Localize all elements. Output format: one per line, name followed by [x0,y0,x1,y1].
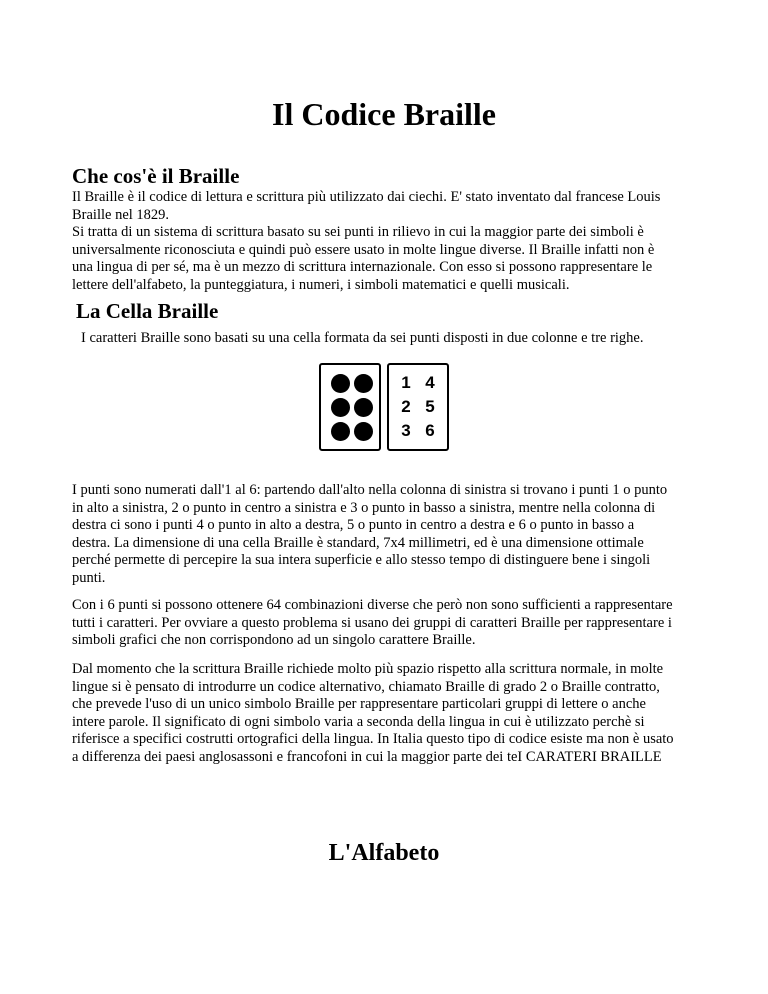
braille-numbers-box [387,363,449,451]
text-line: in alto a sinistra, 2 o punto in centro a sinistra e 3 o punto in basso a sinistra, mentre nella colonna di [72,499,656,516]
heading-che-cos-e: Che cos'è il Braille [72,164,240,188]
text-line: Con i 6 punti si possono ottenere 64 combinazioni diverse che però non sono sufficienti a rappresentare [72,597,673,613]
text-line: I punti sono numerati dall'1 al 6: partendo dall'alto nella colonna di sinistra si trovano i punti 1 o punto [72,482,668,498]
text-line: Braille nel 1829. [72,206,170,223]
text-line: lettere dell'alfabeto, la punteggiatura, i numeri, i simboli matematici e quelli musicali. [72,276,570,293]
text-line: universalmente riconosciuta e quindi può essere usato in molte lingue diverse. Il Braille infatti non è [72,241,655,258]
braille-number: 3 [401,421,411,440]
paragraph-intro [72,189,700,294]
text-line: perché permette di percepire la sua intera superficie e allo stesso tempo di distinguere bene i singoli [72,552,651,568]
page-title: Il Codice Braille [272,96,496,132]
braille-number: 1 [401,373,411,392]
text-line: destra ci sono i punti 4 o punto in alto a destra, 5 o punto in centro a destra e 6 o punto in basso a [72,517,635,533]
text-line: Dal momento che la scrittura Braille richiede molto più spazio rispetto alla scrittura normale, in molte [72,661,664,677]
text-line: tutti i caratteri. Per ovviare a questo problema si usano dei gruppi di caratteri Braille per rappresentare i [72,614,672,631]
text-line: simboli grafici che non corrispondono ad un singolo carattere Braille. [72,632,476,648]
heading-cella-braille: La Cella Braille [76,299,219,323]
braille-number: 4 [425,373,435,392]
text-line: una lingua di per sé, ma è un mezzo di scrittura internazionale. Con esso si possono rappresentare le [72,259,653,275]
text-line: intere parole. Il significato di ogni simbolo varia a seconda della lingua in cui è utilizzato perchè si [72,713,645,730]
text-line: che prevede l'uso di un unico simbolo Braille per rappresentare particolari gruppi di lettere o anche [72,696,646,712]
heading-alfabeto: L'Alfabeto [328,840,440,866]
text-line: destra. La dimensione di una cella Braille è standard, 7x4 millimetri, ed è una dimensione ottimale [72,534,644,551]
braille-cell-figure [319,363,451,451]
braille-dot-1 [331,374,350,393]
paragraph-grado-2 [72,661,700,766]
text-line: I caratteri Braille sono basati su una cella formata da sei punti disposti in due colonne e tre righe. [81,330,644,346]
braille-number: 6 [425,421,435,440]
braille-number: 5 [425,397,435,416]
braille-dots-box [319,363,381,451]
braille-dot-6 [354,422,373,441]
text-line: punti. [72,569,106,586]
braille-dot-3 [331,422,350,441]
braille-number: 2 [401,397,411,416]
braille-dot-5 [354,398,373,417]
text-line: Si tratta di un sistema di scrittura basato su sei punti in rilievo in cui la maggior parte dei simboli è [72,224,644,240]
text-line: Il Braille è il codice di lettura e scrittura più utilizzato dai ciechi. E' stato inventato dal francese Louis [72,189,661,205]
text-line: lingue si è pensato di introdurre un codice alternativo, chiamato Braille di grado 2 o Braille contratto, [72,678,660,695]
text-line: a differenza dei paesi anglosassoni e francofoni in cui la maggior parte dei teI CARATERI BRAILLE [72,748,662,765]
paragraph-numerazione [72,482,700,587]
braille-dot-2 [331,398,350,417]
paragraph-combinazioni [72,597,700,650]
text-line: riferisce a specifici costrutti ortografici della lingua. In Italia questo tipo di codice esiste ma non è usato [72,731,674,747]
paragraph-cella-intro [81,330,709,348]
braille-dot-4 [354,374,373,393]
